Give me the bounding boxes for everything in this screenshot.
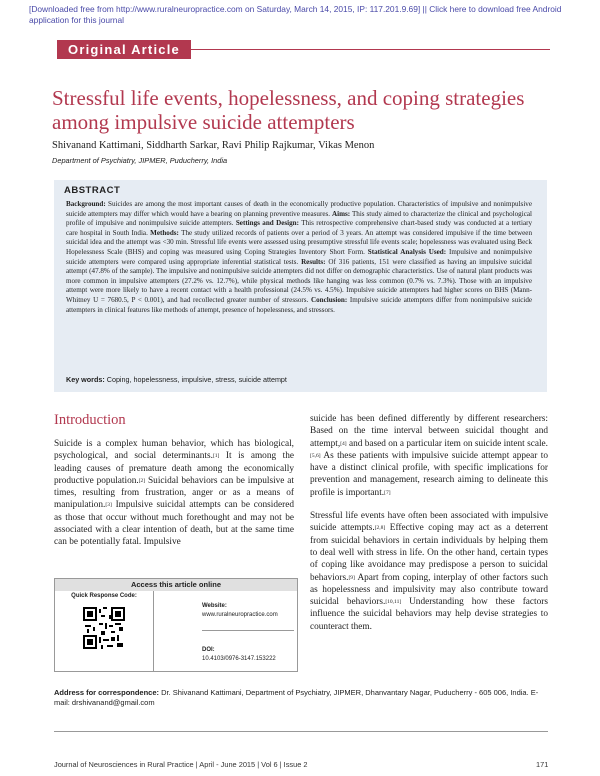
section-label: Original Article [57, 40, 191, 59]
setting-label: Settings and Design: [235, 219, 299, 228]
doi-label: DOI: [202, 647, 215, 653]
abstract-box [54, 180, 547, 392]
access-article-box [54, 578, 298, 672]
keywords-label: Key words: [66, 375, 105, 384]
stats-text: Impulsive and nonimpulsive suicide attempters were compared using appropriate inferential statistical tests. [66, 247, 532, 266]
methods-label: Methods: [150, 228, 179, 237]
download-note[interactable]: [Downloaded free from http://www.ruralneuropractice.com on Saturday, March 14, 2015, IP: 117.201.9.69] || Click here to download free Android application for this journal [29, 4, 562, 25]
correspondence-label: Address for correspondence: [54, 688, 160, 697]
intro-paragraph: Suicide is a complex human behavior, which has biological, psychological, and social determinants.[1] It is among the leading causes of premature death among the economically productive population.[2] Suicidal behaviors can be impulsive at times, resulting from frustration, anger or as a means of manipulation.[3] Impulsive suicidal attempts can be considered as those that occur without much forethought and may not be associated with a clear intention of death, but at the same time can be potentially fatal. Impulsive [54, 439, 294, 548]
stats-label: Statistical Analysis Used: [367, 247, 447, 256]
footer-rule [54, 731, 548, 732]
website-link[interactable]: www.ruralneuropractice.com [202, 612, 278, 618]
conclusion-text: Impulsive suicide attempters differ from nonimpulsive suicide attempters in clinical features like methods of attempt, presence of hopelessness, and stressors. [66, 295, 533, 314]
intro-paragraph: Stressful life events have often been associated with impulsive suicide attempts.[2,8] Effective coping may act as a deterrent from suicidal behaviors in certain individuals by helping them to deal well with stress in life. On the other hand, certain types of coping like avoidance may predispose a person to suicidal behaviors.[9] Apart from coping, interplay of other factors such as hopelessness and impulsivity may also contribute toward suicidal behaviors.[10,11] Understanding how these factors influence the suicidal behaviors may help devise strategies to counteract them. [310, 511, 548, 632]
intro-paragraph: suicide has been defined differently by different researchers: Based on the time interval between suicidal thought and attempt,[4] and based on a particular item on suicide intent scale.[5,6] As these patients with impulsive suicide attempt appear to have a distinct clinical profile, with specific implications for prevention and management, research aiming to delineate this profile is important.[7] [310, 414, 548, 498]
qr-label: Quick Response Code: [71, 593, 137, 599]
keywords-text: Coping, hopelessness, impulsive, stress, suicide attempt [106, 375, 287, 384]
affiliation: Department of Psychiatry, JIPMER, Puducherry, India [52, 156, 228, 165]
conclusion-label: Conclusion: [310, 295, 348, 304]
abstract-text [66, 200, 532, 315]
website-label: Website: [202, 603, 227, 609]
background-text: Suicides are among the most important causes of death in the economically productive population. Characteristics of impulsive and nonimpulsive suicide attempters may differ which would have a bearing on planning preventive measures. [66, 200, 532, 218]
abstract-heading: ABSTRACT [64, 185, 121, 196]
journal-footer: Journal of Neurosciences in Rural Practice | April - June 2015 | Vol 6 | Issue 2 [54, 760, 308, 769]
setting-text: This retrospective comprehensive chart-based study was conducted at a tertiary care hospital in South India. [66, 219, 533, 237]
qr-column [55, 591, 154, 671]
correspondence-text: Dr. Shivanand Kattimani, Department of Psychiatry, JIPMER, Dhanvantary Nagar, Puducherry - 605 006, India. E-mail: drshivanand@gmail.com [54, 688, 539, 707]
correspondence [54, 688, 548, 708]
keywords [66, 375, 287, 384]
background-label: Background: [66, 200, 106, 208]
doi-value[interactable]: 10.4103/0976-3147.153222 [202, 656, 276, 662]
left-column [54, 438, 294, 560]
results-label: Results: [301, 257, 326, 266]
right-column [310, 413, 548, 644]
aims-label: Aims: [331, 209, 351, 218]
author-list: Shivanand Kattimani, Siddharth Sarkar, Ravi Philip Rajkumar, Vikas Menon [52, 140, 375, 151]
page-number: 171 [536, 760, 549, 769]
results-text: Of 316 patients, 151 were classified as having an impulsive suicidal attempt (47.8% of the sample). The impulsive and nonimpulsive suicide attempters did not differ on demographic characteristics. Use of natural plant products was more common in impulsive attempters (27.2% vs. 12.7%), while physical methods like hanging was less common (0.7% vs. 7.3%). Those with an impulsive attempt were more likely to have a recent contact with a health professional (24.5% vs. 4.5%). Impulsive suicide attempters had higher scores on BHS (Mann-Whitney U = 7680.5, P < 0.001), and had recollected greater number of stressors. [66, 257, 532, 304]
access-info [154, 591, 297, 671]
article-title: Stressful life events, hopelessness, and coping strategies among impulsive suicide attempters [52, 86, 525, 134]
qr-code-icon[interactable] [83, 607, 125, 649]
access-heading: Access this article online [55, 579, 297, 591]
aims-text: This study aimed to characterize the clinical and psychological profile of impulsive and nonimpulsive suicide attempters. [66, 209, 532, 228]
section-rule [191, 49, 550, 50]
info-divider [202, 630, 294, 631]
methods-text: The study utilized records of patients over a period of 3 years. An attempt was considered impulsive if the time between suicidal idea and the attempt was <30 min. Stressful life events were assessed using presumptive stressful life events scale; hopelessness was evaluated using Beck Hopelessness Scale (BHS) and coping was measured using Coping Strategies Inventory Short Form. [66, 228, 532, 256]
introduction-heading: Introduction [54, 412, 126, 428]
